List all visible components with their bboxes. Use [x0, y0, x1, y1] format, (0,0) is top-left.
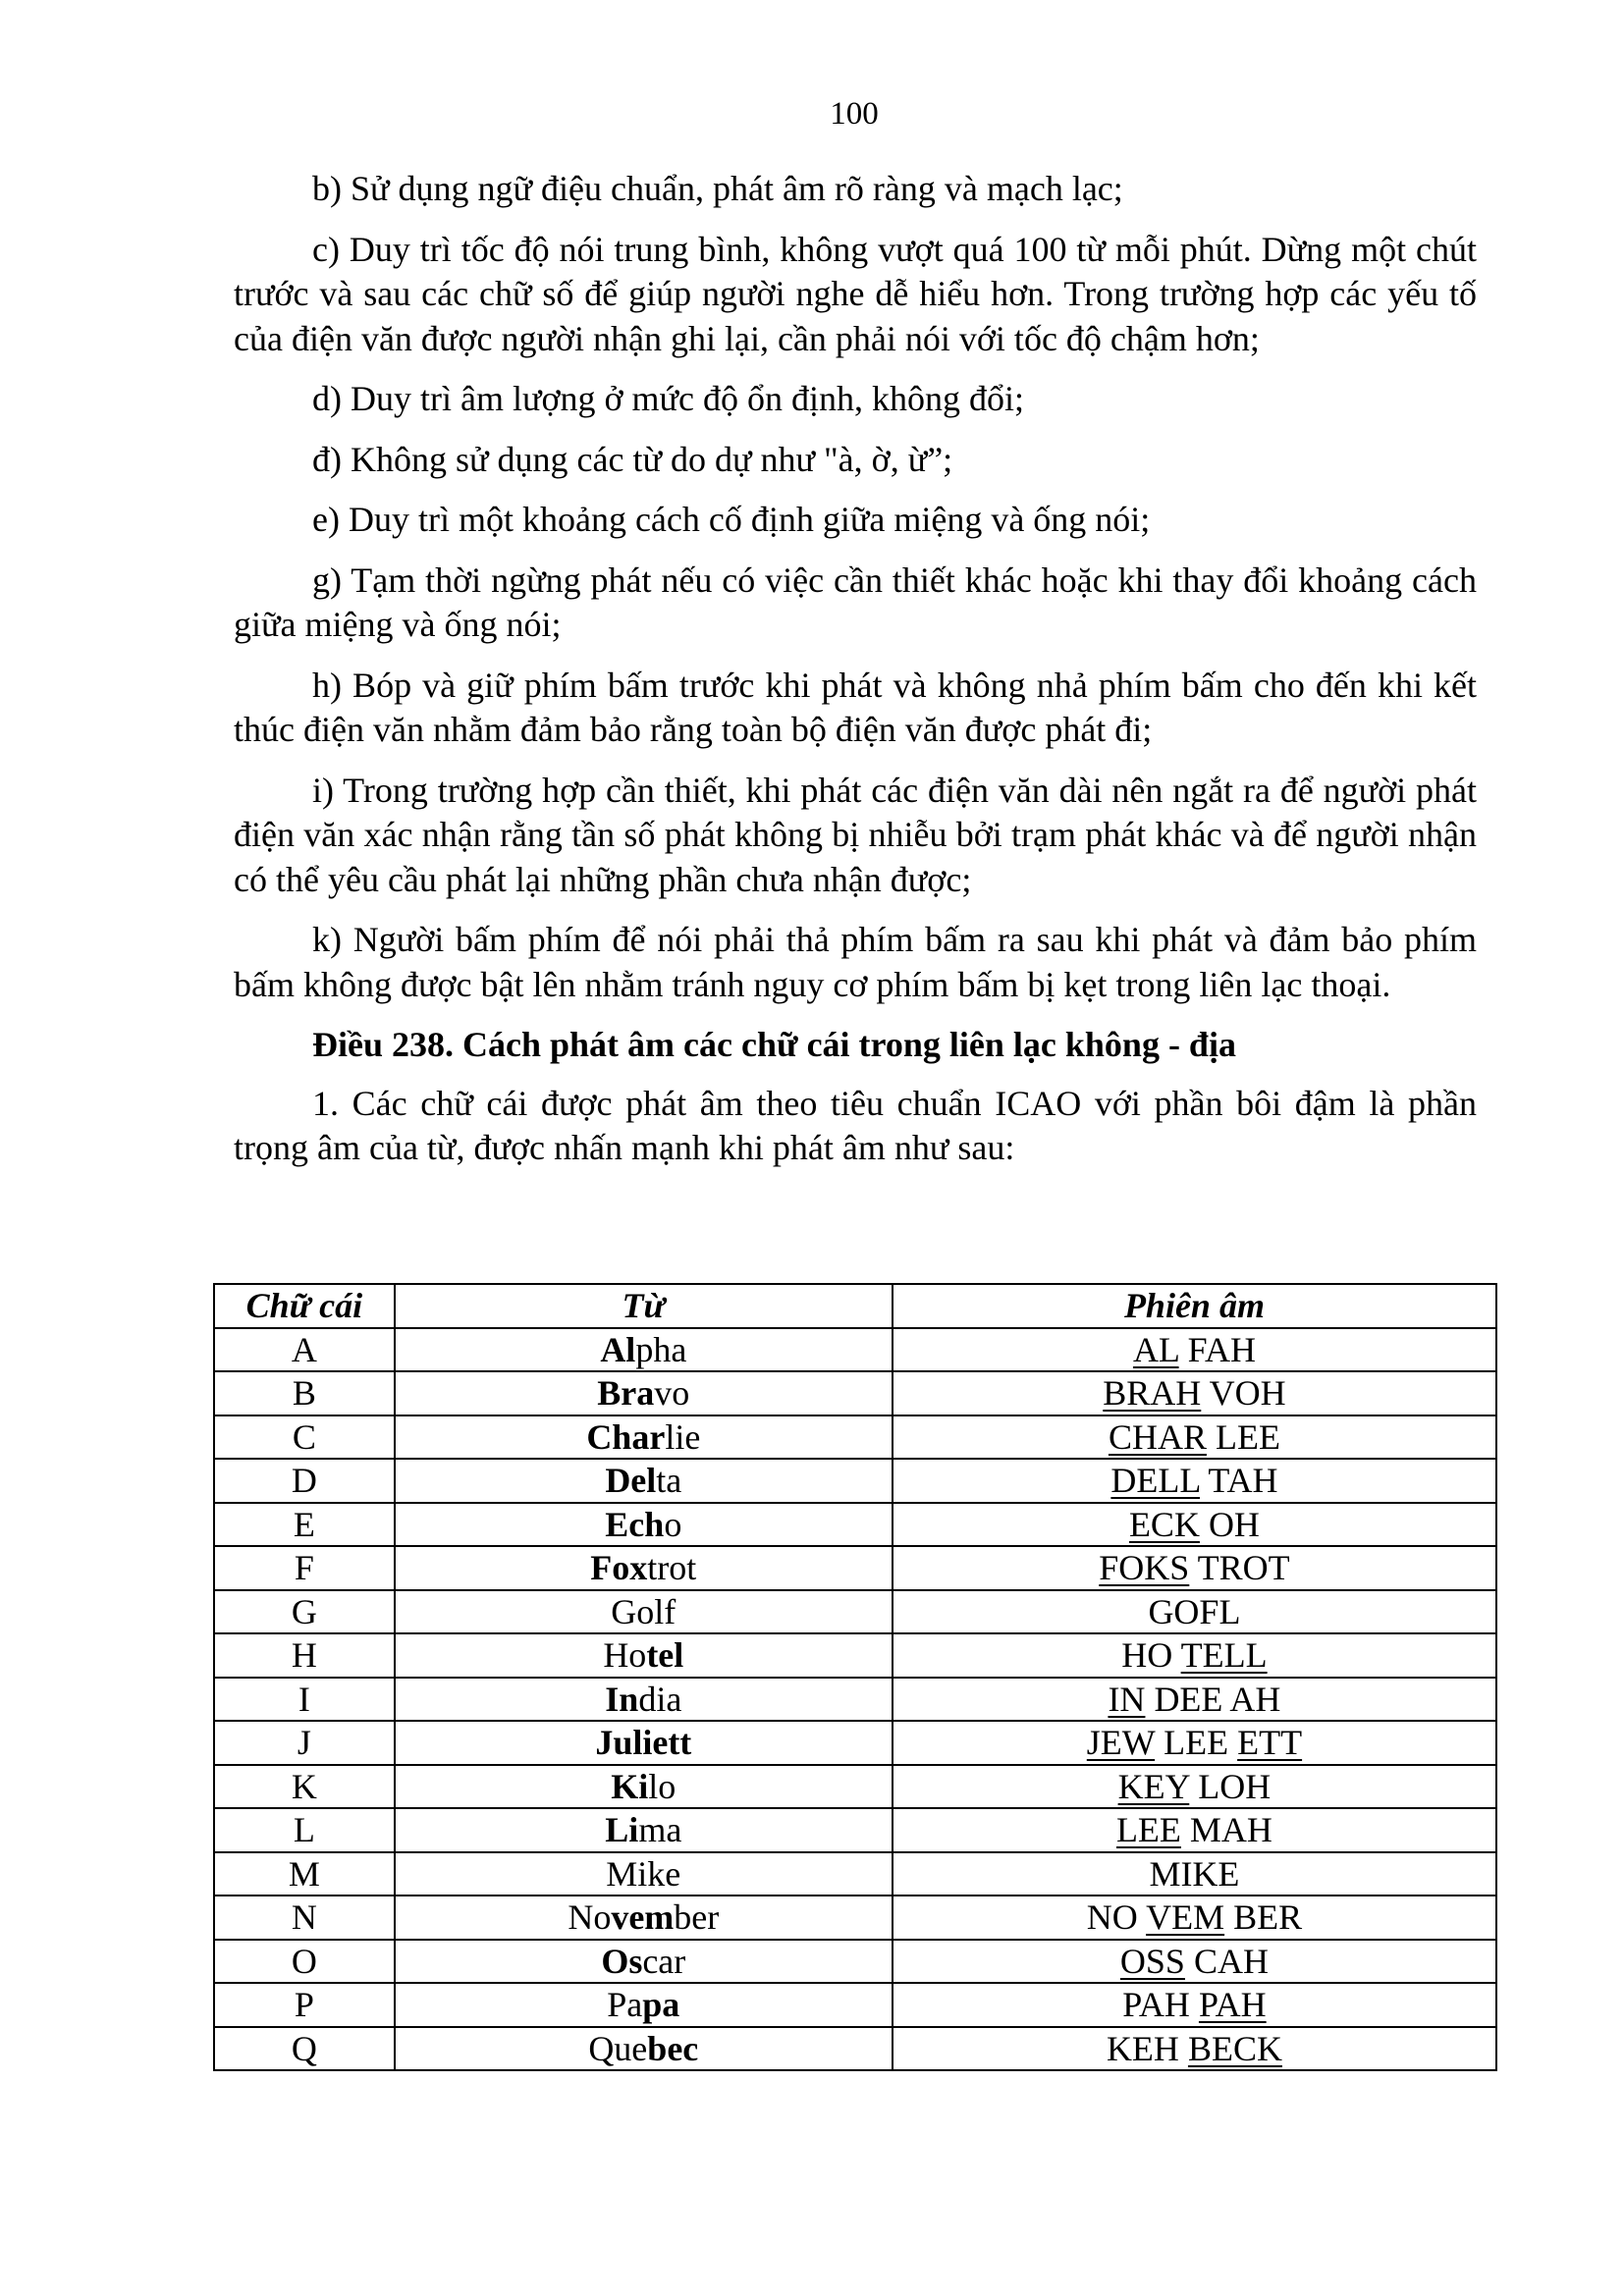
word-plain: ber [674, 1897, 720, 1938]
word-cell [395, 1678, 893, 1722]
word-plain: dia [638, 1679, 682, 1719]
table-header-row [214, 1284, 1496, 1328]
table-row [214, 1459, 1496, 1503]
word-cell [395, 1503, 893, 1547]
word-stressed: Ech [605, 1504, 665, 1544]
phonetic-stressed: TELL [1180, 1635, 1268, 1676]
phonetic-plain: LOH [1189, 1766, 1272, 1806]
phonetic-stressed: JEW [1086, 1723, 1156, 1763]
word-cell [395, 1721, 893, 1765]
letter-cell: C [214, 1415, 395, 1460]
word-stressed: In [605, 1679, 639, 1719]
table-row [214, 1633, 1496, 1678]
word-cell [395, 2027, 893, 2071]
phonetic-plain: HO [1121, 1635, 1181, 1676]
phonetic-plain: BER [1224, 1897, 1303, 1938]
word-cell [395, 1371, 893, 1415]
phonetic-plain: LEE [1206, 1416, 1280, 1457]
table-body [214, 1328, 1496, 2071]
word-stressed: Os [601, 1941, 643, 1981]
table-row [214, 1940, 1496, 1984]
phonetic-stressed: LEE [1115, 1810, 1181, 1850]
phonetic-plain: MIKE [1149, 1853, 1240, 1894]
word-stressed: bec [647, 2028, 699, 2068]
intro-paragraph: 1. Các chữ cái được phát âm theo tiêu chuẩn ICAO với phần bôi đậm là phần trọng âm của từ, được nhấn mạnh khi phát âm như sau: [234, 1083, 1477, 1167]
word-cell [395, 1590, 893, 1634]
phonetic-cell [893, 1896, 1496, 1940]
letter-cell: A [214, 1328, 395, 1372]
paragraph-e: e) Duy trì một khoảng cách cố định giữa miệng và ống nói; [312, 500, 1151, 539]
word-plain: lo [648, 1766, 677, 1806]
table-row [214, 1721, 1496, 1765]
word-stressed: pa [642, 1985, 680, 2025]
phonetic-alphabet-table [213, 1283, 1497, 2071]
word-stressed: vem [611, 1897, 675, 1938]
phonetic-cell [893, 1415, 1496, 1460]
phonetic-cell [893, 1765, 1496, 1809]
letter-cell: B [214, 1371, 395, 1415]
phonetic-cell [893, 1371, 1496, 1415]
phonetic-plain: GOFL [1148, 1591, 1241, 1631]
word-plain: pha [635, 1329, 687, 1369]
word-plain: car [642, 1941, 686, 1981]
letter-cell: H [214, 1633, 395, 1678]
phonetic-plain: KEH [1106, 2028, 1188, 2068]
phonetic-stressed: CHAR [1108, 1416, 1207, 1457]
phonetic-stressed: AL [1132, 1329, 1179, 1369]
phonetic-plain: VOH [1201, 1373, 1286, 1414]
word-plain: ta [656, 1461, 682, 1501]
word-cell [395, 1940, 893, 1984]
phonetic-cell [893, 1546, 1496, 1590]
word-plain: Mike [606, 1853, 681, 1894]
word-cell [395, 1415, 893, 1460]
word-plain: trot [647, 1548, 697, 1588]
word-stressed: tel [646, 1635, 684, 1676]
word-stressed: Char [586, 1416, 666, 1457]
word-cell [395, 1852, 893, 1896]
phonetic-cell [893, 1721, 1496, 1765]
word-plain: o [664, 1504, 682, 1544]
word-stressed: Li [605, 1810, 639, 1850]
word-plain: vo [654, 1373, 690, 1414]
phonetic-stressed: ETT [1237, 1723, 1303, 1763]
header-word: Từ [395, 1284, 893, 1328]
phonetic-cell [893, 1503, 1496, 1547]
word-plain: ma [638, 1810, 682, 1850]
letter-cell: E [214, 1503, 395, 1547]
word-cell [395, 1765, 893, 1809]
phonetic-cell [893, 1983, 1496, 2027]
letter-cell: F [214, 1546, 395, 1590]
phonetic-plain: PAH [1122, 1985, 1199, 2025]
letter-cell: K [214, 1765, 395, 1809]
table-row [214, 2027, 1496, 2071]
table-row [214, 1503, 1496, 1547]
letter-cell: L [214, 1808, 395, 1852]
paragraph-dd: đ) Không sử dụng các từ do dự như "à, ờ, ừ”; [312, 439, 953, 479]
word-stressed: Bra [597, 1373, 655, 1414]
phonetic-stressed: BECK [1187, 2028, 1282, 2068]
letter-cell: I [214, 1678, 395, 1722]
table-row [214, 1371, 1496, 1415]
header-letter: Chữ cái [214, 1284, 395, 1328]
table-row [214, 1983, 1496, 2027]
phonetic-stressed: ECK [1128, 1504, 1200, 1544]
phonetic-plain: DEE AH [1145, 1679, 1281, 1719]
letter-cell: J [214, 1721, 395, 1765]
page-number: 100 [830, 96, 879, 132]
phonetic-cell [893, 1328, 1496, 1372]
phonetic-cell [893, 1678, 1496, 1722]
table-row [214, 1852, 1496, 1896]
phonetic-plain: OH [1199, 1504, 1260, 1544]
table-row [214, 1415, 1496, 1460]
phonetic-cell [893, 1633, 1496, 1678]
paragraph-k: k) Người bấm phím để nói phải thả phím bấm ra sau khi phát và đảm bảo phím bấm không được bật lên nhằm tránh nguy cơ phím bấm bị kẹt trong liên lạc thoại. [234, 920, 1477, 1004]
body-text [234, 167, 1477, 1187]
phonetic-plain: TAH [1200, 1461, 1278, 1501]
letter-cell: D [214, 1459, 395, 1503]
phonetic-plain: NO [1086, 1897, 1147, 1938]
paragraph-h: h) Bóp và giữ phím bấm trước khi phát và không nhả phím bấm cho đến khi kết thúc điện văn nhằm đảm bảo rằng toàn bộ điện văn được phát đi; [234, 665, 1477, 749]
letter-cell: G [214, 1590, 395, 1634]
table-row [214, 1808, 1496, 1852]
phonetic-plain: FAH [1178, 1329, 1256, 1369]
word-stressed: Del [605, 1461, 657, 1501]
word-stressed: Fox [590, 1548, 648, 1588]
phonetic-plain: CAH [1184, 1941, 1269, 1981]
paragraph-i: i) Trong trường hợp cần thiết, khi phát các điện văn dài nên ngắt ra để người phát điện văn xác nhận rằng tần số phát không bị nhiễu bởi trạm phát khác và để người nhận có thể yêu cầu phát lại những phần chưa nhận được; [234, 770, 1477, 899]
word-plain: Que [588, 2028, 648, 2068]
table-row [214, 1896, 1496, 1940]
word-cell [395, 1808, 893, 1852]
word-cell [395, 1633, 893, 1678]
phonetic-plain: LEE [1155, 1723, 1238, 1763]
word-cell [395, 1896, 893, 1940]
word-cell [395, 1546, 893, 1590]
word-cell [395, 1983, 893, 2027]
phonetic-cell [893, 1459, 1496, 1503]
paragraph-d: d) Duy trì âm lượng ở mức độ ổn định, không đổi; [312, 379, 1025, 418]
phonetic-stressed: OSS [1119, 1941, 1185, 1981]
word-plain: Ho [603, 1635, 647, 1676]
paragraph-c: c) Duy trì tốc độ nói trung bình, không vượt quá 100 từ mỗi phút. Dừng một chút trước và sau các chữ số để giúp người nghe dễ hiểu hơn. Trong trường hợp các yếu tố của điện văn được người nhận ghi lại, cần phải nói với tốc độ chậm hơn; [234, 229, 1477, 358]
word-plain: lie [665, 1416, 701, 1457]
letter-cell: O [214, 1940, 395, 1984]
header-phonetic: Phiên âm [893, 1284, 1496, 1328]
word-plain: Pa [607, 1985, 643, 2025]
phonetic-stressed: IN [1108, 1679, 1146, 1719]
word-stressed: Al [600, 1329, 636, 1369]
table-row [214, 1678, 1496, 1722]
phonetic-stressed: BRAH [1103, 1373, 1202, 1414]
word-stressed: Ki [611, 1766, 649, 1806]
phonetic-stressed: VEM [1146, 1897, 1225, 1938]
phonetic-stressed: FOKS [1099, 1548, 1190, 1588]
word-stressed: Juliett [595, 1723, 692, 1763]
phonetic-cell [893, 1590, 1496, 1634]
phonetic-stressed: KEY [1117, 1766, 1190, 1806]
letter-cell: M [214, 1852, 395, 1896]
word-plain: No [568, 1897, 612, 1938]
phonetic-plain: TROT [1189, 1548, 1290, 1588]
table-row [214, 1328, 1496, 1372]
phonetic-stressed: PAH [1198, 1985, 1267, 2025]
article-heading: Điều 238. Cách phát âm các chữ cái trong liên lạc không - địa [312, 1025, 1236, 1064]
phonetic-cell [893, 1852, 1496, 1896]
phonetic-stressed: DELL [1110, 1461, 1201, 1501]
table-row [214, 1546, 1496, 1590]
letter-cell: P [214, 1983, 395, 2027]
letter-cell: Q [214, 2027, 395, 2071]
table-row [214, 1765, 1496, 1809]
phonetic-cell [893, 2027, 1496, 2071]
paragraph-b: b) Sử dụng ngữ điệu chuẩn, phát âm rõ ràng và mạch lạc; [312, 169, 1123, 208]
word-cell [395, 1459, 893, 1503]
letter-cell: N [214, 1896, 395, 1940]
phonetic-cell [893, 1940, 1496, 1984]
phonetic-cell [893, 1808, 1496, 1852]
word-plain: Golf [611, 1591, 677, 1631]
word-cell [395, 1328, 893, 1372]
phonetic-plain: MAH [1180, 1810, 1272, 1850]
paragraph-g: g) Tạm thời ngừng phát nếu có việc cần thiết khác hoặc khi thay đổi khoảng cách giữa miệng và ống nói; [234, 560, 1477, 644]
table-row [214, 1590, 1496, 1634]
